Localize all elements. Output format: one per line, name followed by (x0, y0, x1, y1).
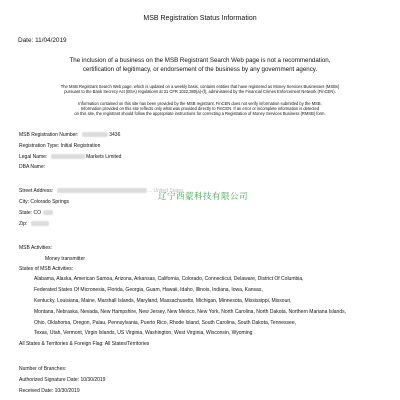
received-date-value: 10/30/2019 (54, 388, 80, 394)
states-label: States of MSB Activities: (19, 266, 74, 272)
redacted-street-address (57, 188, 147, 193)
states-line-3: Kentucky, Louisiana, Maine, Marshall Islands, Maryland, Massachusetts, Michigan, Minnesota, Mississippi, Missouri, (34, 298, 292, 304)
search-page-note (20, 84, 380, 94)
zip-row (19, 221, 49, 227)
all-states-label: All States & Territories & Foreign Flag: (19, 341, 104, 347)
state-row (19, 210, 53, 216)
states-line-5: Ohio, Oklahoma, Oregon, Palau, Pennsylvania, Puerto Rico, Rhode Island, South Carolina, South Dakota, Tennessee, (34, 320, 297, 326)
date-value: 11/04/2019 (35, 37, 67, 44)
branches-label: Number of Branches: (19, 366, 67, 372)
msb-activities-value-row (45, 256, 85, 262)
page-title: MSB Registration Status Information (143, 15, 257, 22)
state-partial: CO (33, 210, 41, 216)
registration-number-label: MSB Registration Number: (19, 132, 79, 138)
document-date (18, 37, 67, 44)
redacted-state (43, 210, 53, 215)
states-line-4: Montana, Nebraska, Nevada, New Hampshire, New Jersey, New Mexico, New York, North Carolina, North Dakota, Northern Mariana Islands, (34, 309, 346, 315)
legal-name-row (19, 154, 121, 160)
dba-row (19, 164, 45, 170)
states-line-2: Federated States Of Micronesia, Florida, Georgia, Guam, Hawaii, Idaho, Illinois, Indiana, Iowa, Kansas, (34, 287, 263, 293)
street-partial: ... United States (147, 188, 184, 194)
city-value: Colorado Springs (30, 199, 70, 205)
date-label: Date: (18, 37, 34, 44)
redacted-zip (31, 221, 49, 226)
legal-name-suffix: Markets Limited (86, 154, 122, 160)
msb-activities-value: Money transmitter (45, 256, 86, 262)
note-1-line-1: The MSB Registrant Search Web page, which is updated on a weekly basis, contains entities that have registered as Money Services Businesses (MSBs) (60, 84, 340, 89)
authorized-signature-row (19, 377, 105, 383)
city-label: City: (19, 199, 29, 205)
registration-type-row (19, 143, 100, 149)
branches-row (19, 366, 66, 372)
disclaimer-block (42, 56, 358, 74)
states-line-6: Texas, Utah, Vermont, Virgin Islands, US Virginia, Washington, West Virginia, Wisconsin, Wyoming (34, 330, 253, 336)
note-2-line-1: Information contained on this site has been provided by the MSB registrant. FinCEN does not verify information submitted by the MSB. (78, 101, 322, 106)
msb-activities-label: MSB Activities: (19, 245, 53, 251)
states-line-1: Alabama, Alaska, American Samoa, Arizona, Arkansas, California, Colorado, Connecticut, Delaware, District Of Columbia, (34, 276, 304, 282)
received-date-row (19, 388, 80, 394)
authorized-signature-value: 10/30/2019 (80, 377, 106, 383)
states-label-row (19, 266, 73, 272)
registration-type-label: Registration Type: (19, 143, 60, 149)
disclaimer-line-1: The inclusion of a business on the MSB Registrant Search Web page is not a recommendation, (69, 57, 331, 64)
note-2-line-3: on this site, the registrant should follow the appropriate instructions for correcting a Registration of Money Services Business (RMSB) form. (74, 111, 326, 117)
company-watermark: 辽宁西蒙科技有限公司 (158, 192, 249, 202)
received-date-label: Received Date: (19, 388, 54, 394)
all-states-value: All States/Territories (104, 341, 150, 347)
state-label: State: (19, 210, 33, 216)
note-2-line-2: Information provided on this site reflects only what was provided directly to FinCEN. If an error or incomplete information is detected (80, 106, 320, 112)
all-states-row (19, 341, 149, 347)
street-label: Street Address: (19, 188, 54, 194)
redacted-legal-name (51, 154, 85, 159)
registration-number-suffix: 3436 (109, 132, 121, 138)
city-row (19, 199, 69, 205)
disclaimer-line-2: certification of legitimacy, or endorsement of the business by any government agency. (82, 66, 318, 73)
zip-label: Zip: (19, 221, 28, 227)
dba-label: DBA Name: (19, 164, 46, 170)
redacted-registration-number (82, 132, 108, 137)
note-1-line-2: pursuant to the Bank Secrecy Act (BSA) regulations at 31 CFR 1022.380(a)-(f), administered by the Financial Crimes Enforcement Network (FinCEN). (64, 89, 336, 95)
registration-number-row (19, 132, 120, 138)
information-note (20, 101, 380, 117)
legal-name-label: Legal Name: (19, 154, 48, 160)
registration-type-value: Initial Registration (60, 143, 101, 149)
authorized-signature-label: Authorized Signature Date: (19, 377, 80, 383)
msb-activities-label-row (19, 245, 52, 251)
